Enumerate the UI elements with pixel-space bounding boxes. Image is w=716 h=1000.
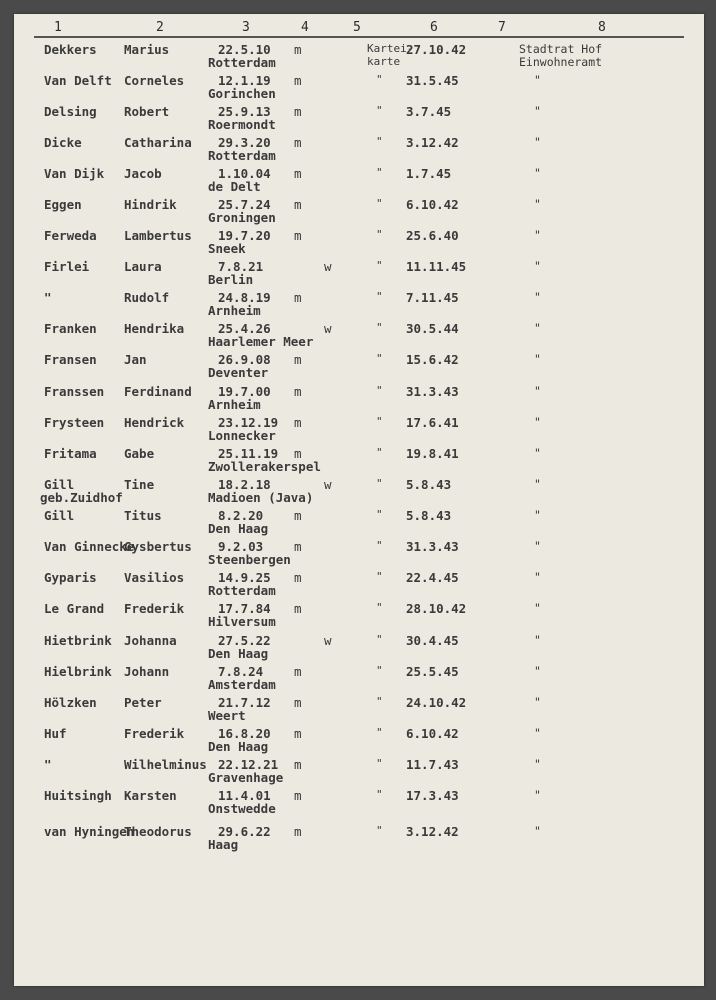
record-type-cell: " [376,539,383,552]
birth-place-cell: Rotterdam [208,583,276,598]
record-type-cell: " [376,290,383,303]
record-date-cell: 11.11.45 [406,259,467,274]
surname-cell: " [44,757,52,772]
authority-cell: " [534,446,541,460]
birth-date-cell: 22.12.21 [218,757,279,772]
birth-place-cell: Zwollerakerspel [208,459,321,474]
authority-cell: " [534,259,541,273]
gender-cell: m [294,197,302,212]
header-rule [34,36,684,38]
surname-cell: Huf [44,726,67,741]
given-name-cell: Frederik [124,726,185,741]
record-date-cell: 17.6.41 [406,415,459,430]
birth-date-cell: 25.11.19 [218,446,279,461]
table-row [14,601,704,633]
birth-date-cell: 19.7.00 [218,384,271,399]
birth-date-cell: 24.8.19 [218,290,271,305]
birth-date-cell: 19.7.20 [218,228,271,243]
record-type-cell: " [376,788,383,801]
record-date-cell: 17.3.43 [406,788,459,803]
authority-cell: " [534,601,541,615]
birth-place-cell: Arnheim [208,397,261,412]
record-type-cell: " [376,664,383,677]
surname-cell: Hietbrink [44,633,112,648]
birth-date-cell: 16.8.20 [218,726,271,741]
record-type-cell: " [376,446,383,459]
given-name-cell: Vasilios [124,570,185,585]
record-date-cell: 30.5.44 [406,321,459,336]
col-header-4: 4 [301,20,309,35]
table-row [14,415,704,447]
given-name-cell: Wilhelminus [124,757,207,772]
authority-cell: " [534,824,541,838]
record-type-cell: " [376,228,383,241]
surname-cell: Fritama [44,446,97,461]
surname-cell: Fransen [44,352,97,367]
given-name-cell: Theodorus [124,824,192,839]
authority-cell: " [534,539,541,553]
authority-cell: " [534,415,541,429]
birth-place-cell: Onstwedde [208,801,276,816]
authority-cell: " [534,570,541,584]
birth-place-cell: Weert [208,708,246,723]
authority-cell: " [534,384,541,398]
authority-cell: " [534,788,541,802]
gender-cell: m [294,104,302,119]
authority-cell: " [534,695,541,709]
given-name-cell: Karsten [124,788,177,803]
record-type-cell: " [376,104,383,117]
birth-date-cell: 27.5.22 [218,633,271,648]
birth-place-cell: Haag [208,837,239,852]
surname-cell: Hielbrink [44,664,112,679]
record-type-cell: " [376,415,383,428]
record-date-cell: 6.10.42 [406,726,459,741]
surname-cell: Franssen [44,384,105,399]
given-name-cell: Tine [124,477,155,492]
record-date-cell: 15.6.42 [406,352,459,367]
table-row [14,726,704,758]
surname-cell: Frysteen [44,415,105,430]
gender-cell: m [294,228,302,243]
record-type-cell: " [376,477,383,490]
gender-cell: m [294,664,302,679]
record-type-cell: " [376,384,383,397]
surname-cell: Huitsingh [44,788,112,803]
given-name-cell: Jacob [124,166,162,181]
record-date-cell: 28.10.42 [406,601,467,616]
gender-cell: m [294,788,302,803]
given-name-cell: Hendrick [124,415,185,430]
col-header-7: 7 [498,20,506,35]
gender-cell: m [294,290,302,305]
record-date-cell: 3.12.42 [406,135,459,150]
authority-cell: " [534,352,541,366]
birth-date-cell: 23.12.19 [218,415,279,430]
table-row [14,508,704,540]
record-type-cell: " [376,352,383,365]
table-row [14,695,704,727]
authority-cell: " [534,166,541,180]
surname-cell: van Hyningen [44,824,135,839]
birth-date-cell: 29.6.22 [218,824,271,839]
record-date-cell: 31.5.45 [406,73,459,88]
given-name-cell: Laura [124,259,162,274]
birth-date-cell: 25.4.26 [218,321,271,336]
given-name-cell: Corneles [124,73,185,88]
record-date-cell: 5.8.43 [406,508,452,523]
table-row [14,73,704,105]
gender-cell: m [294,570,302,585]
gender-cell: m [294,757,302,772]
surname-cell: Gill [44,477,75,492]
table-row [14,228,704,260]
table-row [14,197,704,229]
given-name-cell: Lambertus [124,228,192,243]
authority-cell: " [534,757,541,771]
col-header-5: 5 [353,20,361,35]
authority-cell: Stadtrat Hof [519,42,603,56]
given-name-cell: Hindrik [124,197,177,212]
birth-place-cell: Sneek [208,241,246,256]
table-row [14,539,704,571]
authority-cell: " [534,321,541,335]
birth-place-cell: Haarlemer Meer [208,334,314,349]
birth-place-cell: Rotterdam [208,55,276,70]
record-type-cell: " [376,824,383,837]
given-name-cell: Catharina [124,135,192,150]
gender-cell: w [324,321,332,336]
table-row [14,384,704,416]
given-name-cell: Gysbertus [124,539,192,554]
given-name-cell: Frederik [124,601,185,616]
authority-cell: " [534,228,541,242]
table-row [14,570,704,602]
col-header-1: 1 [54,20,62,35]
birth-date-cell: 18.2.18 [218,477,271,492]
birth-date-cell: 1.10.04 [218,166,271,181]
record-type-cell: " [376,197,383,210]
birth-date-cell: 8.2.20 [218,508,264,523]
table-row [14,824,704,856]
table-row [14,352,704,384]
given-name-cell: Gabe [124,446,155,461]
birth-place-cell: Gorinchen [208,86,276,101]
record-date-cell: 19.8.41 [406,446,459,461]
col-header-6: 6 [430,20,438,35]
gender-cell: m [294,508,302,523]
authority-cell-line2: Einwohneramt [519,55,603,69]
birth-date-cell: 21.7.12 [218,695,271,710]
gender-cell: m [294,415,302,430]
record-date-cell: 22.4.45 [406,570,459,585]
birth-date-cell: 22.5.10 [218,42,271,57]
record-type-cell: " [376,135,383,148]
record-date-cell: 31.3.43 [406,384,459,399]
given-name-cell: Jan [124,352,147,367]
record-type-cell: " [376,726,383,739]
surname-cell: Dekkers [44,42,97,57]
surname-cell: Van Dijk [44,166,105,181]
birth-place-cell: Amsterdam [208,677,276,692]
record-type-cell: " [376,633,383,646]
given-name-cell: Marius [124,42,170,57]
birth-place-cell: de Delt [208,179,261,194]
record-date-cell: 25.6.40 [406,228,459,243]
gender-cell: w [324,633,332,648]
record-date-cell: 25.5.45 [406,664,459,679]
given-name-cell: Ferdinand [124,384,192,399]
birth-place-cell: Madioen (Java) [208,490,314,505]
record-date-cell: 11.7.43 [406,757,459,772]
record-date-cell: 6.10.42 [406,197,459,212]
birth-date-cell: 7.8.24 [218,664,264,679]
birth-place-cell: Arnheim [208,303,261,318]
record-date-cell: 24.10.42 [406,695,467,710]
record-type-cell: " [376,695,383,708]
table-row [14,166,704,198]
birth-place-cell: Lonnecker [208,428,276,443]
gender-cell: w [324,477,332,492]
given-name-cell: Johanna [124,633,177,648]
surname-cell: Franken [44,321,97,336]
birth-date-cell: 9.2.03 [218,539,264,554]
record-type-cell: " [376,166,383,179]
gender-cell: m [294,166,302,181]
birth-date-cell: 26.9.08 [218,352,271,367]
record-date-cell: 1.7.45 [406,166,452,181]
authority-cell: " [534,508,541,522]
gender-cell: m [294,539,302,554]
table-row [14,788,704,820]
record-date-cell: 31.3.43 [406,539,459,554]
gender-cell: m [294,695,302,710]
table-row [14,321,704,353]
table-row [14,259,704,291]
given-name-cell: Johann [124,664,170,679]
gender-cell: m [294,42,302,57]
birth-date-cell: 25.9.13 [218,104,271,119]
gender-cell: m [294,726,302,741]
surname-cell: Delsing [44,104,97,119]
surname-cell: " [44,290,52,305]
birth-date-cell: 17.7.84 [218,601,271,616]
col-header-2: 2 [156,20,164,35]
surname-cell: Hölzken [44,695,97,710]
birth-place-cell: Deventer [208,365,269,380]
birth-date-cell: 29.3.20 [218,135,271,150]
birth-place-cell: Groningen [208,210,276,225]
birth-place-cell: Berlin [208,272,254,287]
birth-place-cell: Hilversum [208,614,276,629]
given-name-cell: Rudolf [124,290,170,305]
gender-cell: m [294,384,302,399]
record-date-cell: 30.4.45 [406,633,459,648]
table-row [14,664,704,696]
record-type-cell: " [376,321,383,334]
given-name-cell: Robert [124,104,170,119]
surname-cell: Gyparis [44,570,97,585]
given-name-cell: Peter [124,695,162,710]
birth-place-cell: Steenbergen [208,552,291,567]
gender-cell: m [294,446,302,461]
surname-cell: Firlei [44,259,90,274]
birth-place-cell: Den Haag [208,739,269,754]
authority-cell: " [534,104,541,118]
birth-date-cell: 14.9.25 [218,570,271,585]
given-name-cell: Hendrika [124,321,185,336]
record-type-cell: " [376,508,383,521]
surname-cell: Dicke [44,135,82,150]
record-type-cell: " [376,757,383,770]
authority-cell: " [534,633,541,647]
surname-note-cell: geb.Zuidhof [40,490,123,505]
authority-cell: " [534,197,541,211]
gender-cell: m [294,352,302,367]
birth-place-cell: Roermondt [208,117,276,132]
record-type-cell: " [376,570,383,583]
record-type-cell: " [376,73,383,86]
table-row [14,633,704,665]
surname-cell: Le Grand [44,601,105,616]
col-header-3: 3 [242,20,250,35]
record-date-cell: 3.12.42 [406,824,459,839]
birth-date-cell: 25.7.24 [218,197,271,212]
col-header-8: 8 [598,20,606,35]
record-type-cell: " [376,601,383,614]
record-date-cell: 27.10.42 [406,42,467,57]
birth-place-cell: Den Haag [208,521,269,536]
authority-cell: " [534,135,541,149]
table-row [14,104,704,136]
birth-date-cell: 11.4.01 [218,788,271,803]
gender-cell: w [324,259,332,274]
gender-cell: m [294,135,302,150]
gender-cell: m [294,73,302,88]
record-type-cell: " [376,259,383,272]
surname-cell: Eggen [44,197,82,212]
authority-cell: " [534,726,541,740]
table-row [14,477,704,509]
record-date-cell: 7.11.45 [406,290,459,305]
record-date-cell: 3.7.45 [406,104,452,119]
authority-cell: " [534,290,541,304]
document-page [14,14,704,986]
surname-cell: Van Ginnecke [44,539,135,554]
record-date-cell: 5.8.43 [406,477,452,492]
birth-place-cell: Den Haag [208,646,269,661]
surname-cell: Ferweda [44,228,97,243]
surname-cell: Gill [44,508,75,523]
authority-cell: " [534,664,541,678]
table-row [14,290,704,322]
surname-cell: Van Delft [44,73,112,88]
birth-date-cell: 12.1.19 [218,73,271,88]
birth-place-cell: Gravenhage [208,770,284,785]
authority-cell: " [534,477,541,491]
authority-cell: " [534,73,541,87]
gender-cell: m [294,824,302,839]
birth-date-cell: 7.8.21 [218,259,264,274]
table-row [14,42,704,74]
gender-cell: m [294,601,302,616]
table-row [14,757,704,789]
table-row [14,135,704,167]
given-name-cell: Titus [124,508,162,523]
record-type-cell-line2: karte [367,55,401,68]
table-row [14,446,704,478]
birth-place-cell: Rotterdam [208,148,276,163]
record-type-cell: Kartei- [367,42,414,55]
